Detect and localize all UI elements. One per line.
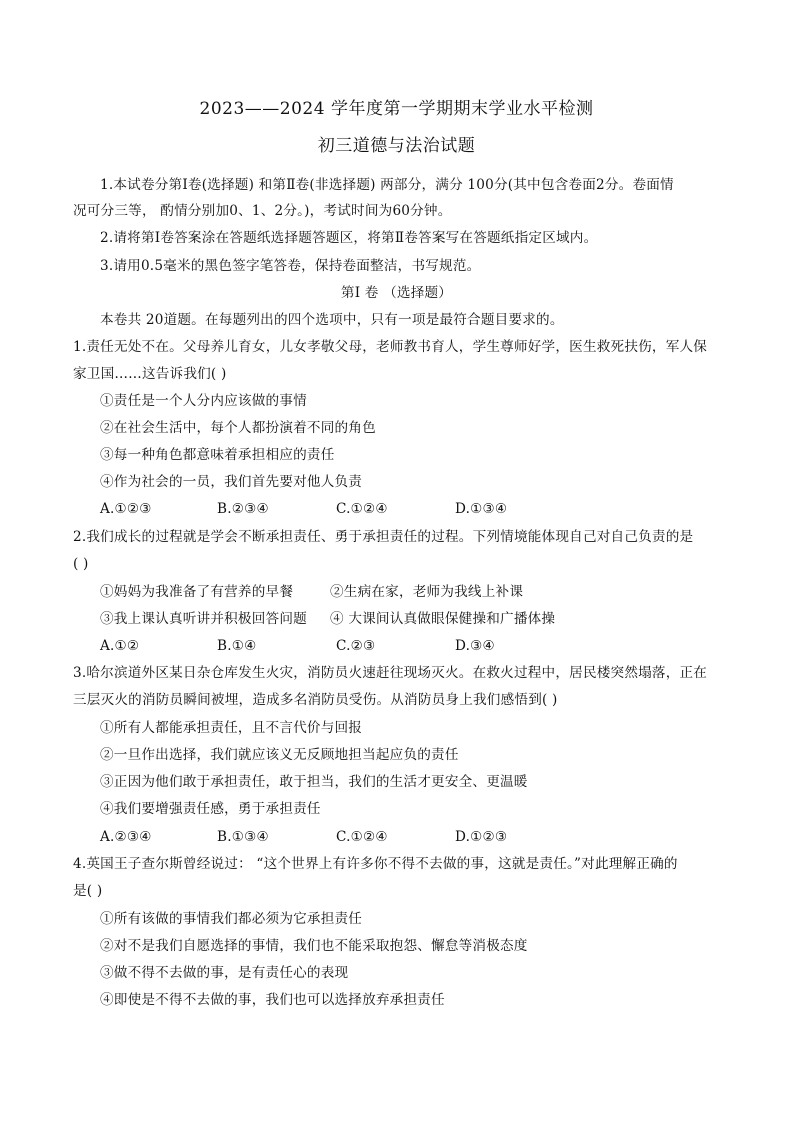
choice-c[interactable]: C.②③ — [336, 638, 376, 654]
choice-b[interactable]: B.②③④ — [217, 501, 269, 517]
question-stem: 是( ) — [73, 883, 103, 899]
statement: ③每一种角色都意味着承担相应的责任 — [100, 447, 335, 463]
choice-c[interactable]: C.①②④ — [336, 829, 388, 845]
statement: ②生病在家，老师为我线上补课 — [330, 584, 524, 600]
statement: ①所有人都能承担责任，且不言代价与回报 — [100, 720, 363, 736]
exam-subtitle: 初三道德与法治试题 — [317, 136, 476, 156]
choice-row — [100, 828, 507, 846]
question-stem: 4.英国王子查尔斯曾经说过： “这个世界上有许多你不得不去做的事，这就是责任。”对此理解正确的 — [73, 856, 678, 872]
statement: ②一旦作出选择，我们就应该义无反顾地担当起应负的责任 — [100, 747, 459, 763]
statement-pair — [100, 583, 523, 601]
choice-a[interactable]: A.①② — [100, 638, 140, 654]
choice-d[interactable]: D.①②③ — [455, 829, 508, 845]
choice-row — [100, 500, 507, 518]
statement: ④作为社会的一员，我们首先要对他人负责 — [100, 474, 363, 490]
statement: ③做不得不去做的事，是有责任心的表现 — [100, 965, 349, 981]
instruction-line: 2.请将第Ⅰ卷答案涂在答题纸选择题答题区，将第Ⅱ卷答案写在答题纸指定区域内。 — [100, 230, 598, 246]
question-stem: 三层灭火的消防员瞬间被埋，造成多名消防员受伤。从消防员身上我们感悟到( ) — [73, 692, 558, 708]
choice-d[interactable]: D.①③④ — [455, 501, 508, 517]
exam-title: 2023——2024 学年度第一学期期末学业水平检测 — [199, 99, 594, 119]
statement: ④即使是不得不去做的事，我们也可以选择放弃承担责任 — [100, 992, 445, 1008]
choice-b[interactable]: B.①④ — [217, 638, 257, 654]
section-intro: 本卷共 20道题。在每题列出的四个选项中，只有一项是最符合题目要求的。 — [100, 312, 564, 328]
question-stem: ( ) — [73, 556, 89, 572]
question-stem: 3.哈尔滨道外区某日杂仓库发生火灾，消防员火速赶往现场灭火。在救火过程中，居民楼突然塌落，正在 — [73, 665, 708, 681]
choice-a[interactable]: A.①②③ — [100, 501, 152, 517]
choice-b[interactable]: B.①③④ — [217, 829, 269, 845]
question-stem: 2.我们成长的过程就是学会不断承担责任、勇于承担责任的过程。下列情境能体现自己对自己负责的是 — [73, 529, 694, 545]
statement: ①所有该做的事情我们都必须为它承担责任 — [100, 911, 363, 927]
statement: ①责任是一个人分内应该做的事情 — [100, 393, 307, 409]
statement-pair — [100, 610, 555, 628]
statement: ②在社会生活中，每个人都扮演着不同的角色 — [100, 420, 376, 436]
statement: ①妈妈为我准备了有营养的早餐 — [100, 584, 294, 600]
question-stem: 家卫国……这告诉我们( ) — [73, 366, 227, 382]
instruction-line: 1.本试卷分第Ⅰ卷(选择题) 和第Ⅱ卷(非选择题) 两部分，满分 100分(其中包含卷面2分。卷面情 — [100, 177, 674, 193]
statement: ③正因为他们敢于承担责任，敢于担当，我们的生活才更安全、更温暖 — [100, 774, 528, 790]
statement: ③我上课认真听讲并积极回答问题 — [100, 611, 307, 627]
statement: ④我们要增强责任感，勇于承担责任 — [100, 801, 321, 817]
choice-d[interactable]: D.③④ — [455, 638, 495, 654]
choice-row — [100, 637, 495, 655]
statement: ④ 大课间认真做眼保健操和广播体操 — [330, 611, 556, 627]
instruction-line: 3.请用0.5毫米的黑色签字笔答卷，保持卷面整洁，书写规范。 — [100, 258, 481, 274]
statement: ②对不是我们自愿选择的事情，我们也不能采取抱怨、懈怠等消极态度 — [100, 938, 528, 954]
question-stem: 1.责任无处不在。父母养儿育女，儿女孝敬父母，老师教书育人，学生尊师好学，医生救死扶伤，军人保 — [73, 339, 708, 355]
instruction-line: 况可分三等， 酌情分别加0、1、2分。)，考试时间为60分钟。 — [73, 203, 452, 219]
choice-a[interactable]: A.②③④ — [100, 829, 152, 845]
choice-c[interactable]: C.①②④ — [336, 501, 388, 517]
section-heading: 第Ⅰ 卷 （选择题） — [340, 285, 453, 301]
